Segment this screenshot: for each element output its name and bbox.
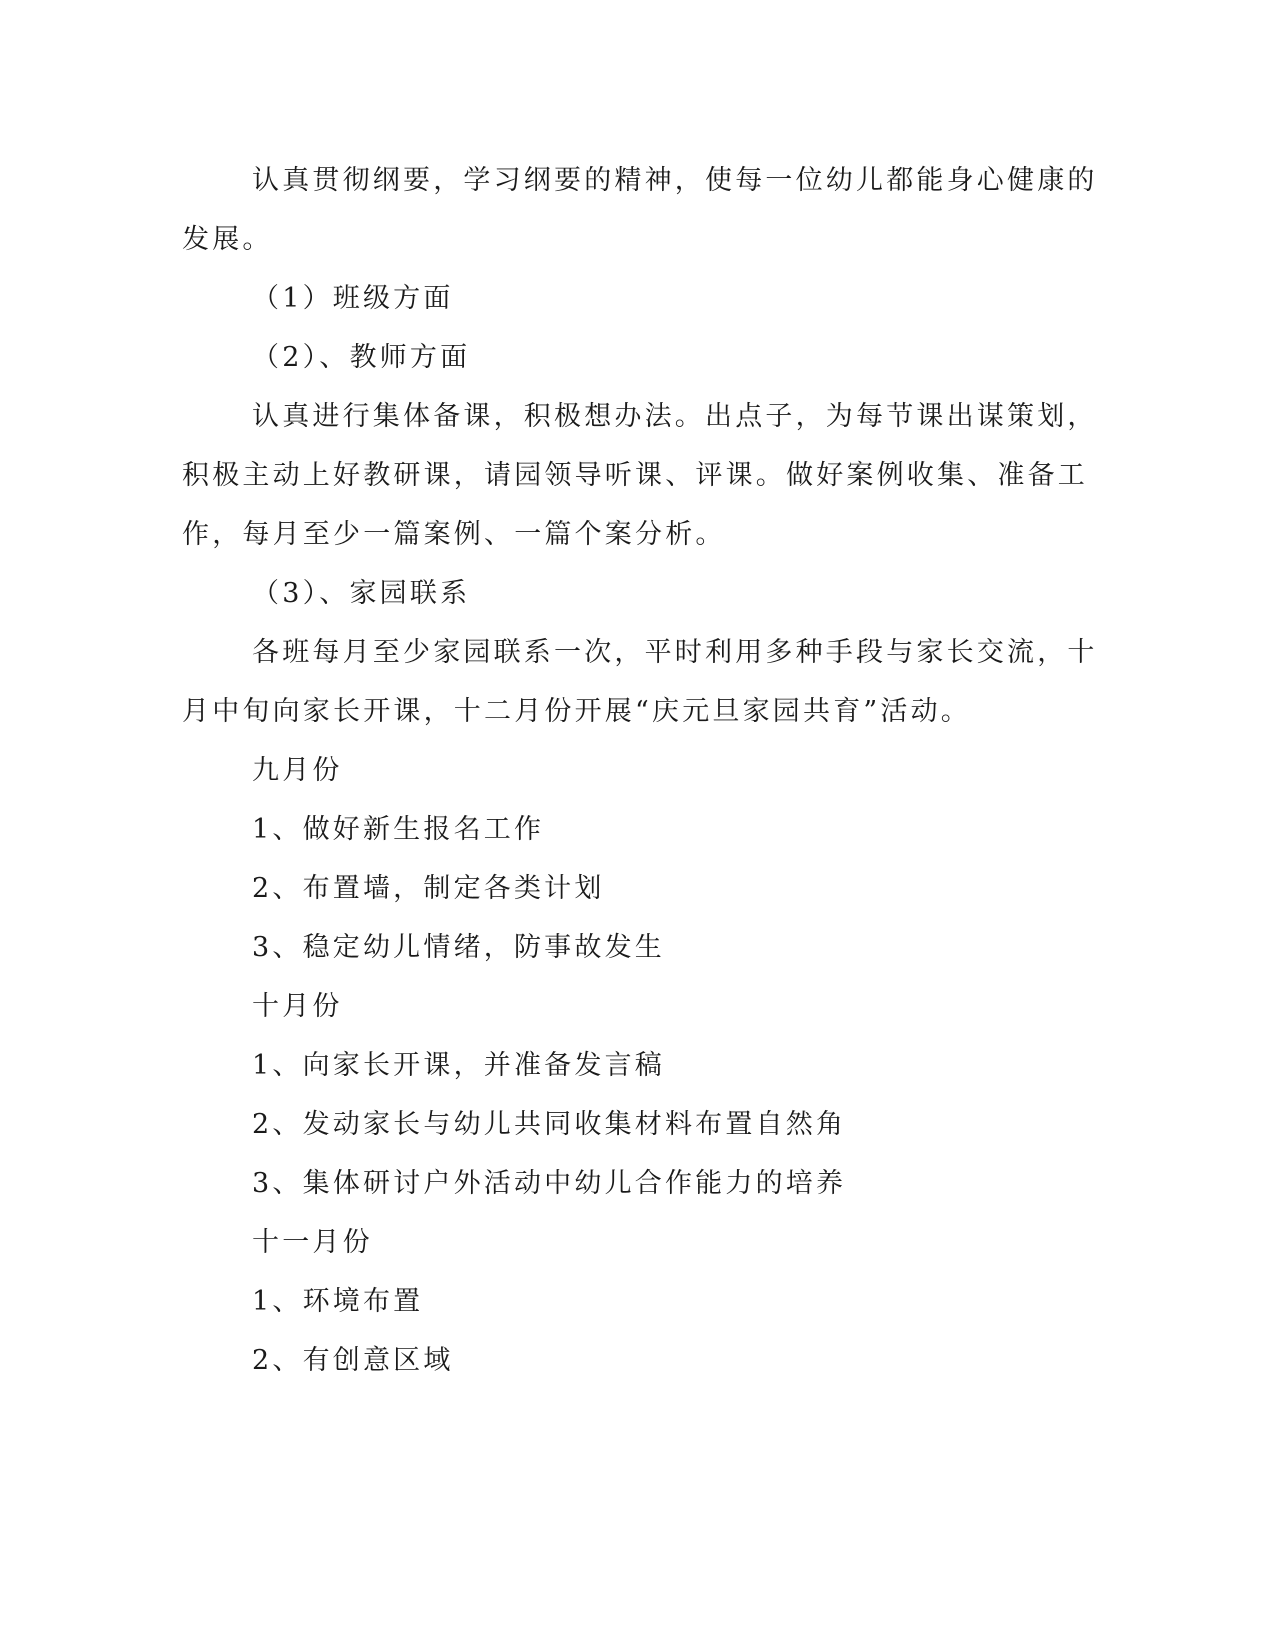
heading-october: 十月份 xyxy=(252,991,343,1022)
heading-home-school: （3）、家园联系 xyxy=(252,578,471,609)
list-item-october-2: 2、发动家长与幼儿共同收集材料布置自然角 xyxy=(252,1109,847,1140)
heading-teacher-aspect: （2）、教师方面 xyxy=(252,342,471,373)
paragraph-teacher-line-2: 积极主动上好教研课，请园领导听课、评课。做好案例收集、准备工 xyxy=(182,460,1088,491)
paragraph-home-school-line-1: 各班每月至少家园联系一次，平时利用多种手段与家长交流，十 xyxy=(252,637,1098,668)
heading-september: 九月份 xyxy=(252,755,343,786)
paragraph-intro-line-2: 发展。 xyxy=(182,224,273,255)
list-item-october-3: 3、集体研讨户外活动中幼儿合作能力的培养 xyxy=(252,1168,847,1199)
paragraph-teacher-line-1: 认真进行集体备课，积极想办法。出点子，为每节课出谋策划， xyxy=(252,401,1098,432)
paragraph-home-school-line-2: 月中旬向家长开课，十二月份开展“庆元旦家园共育”活动。 xyxy=(182,696,972,727)
list-item-september-1: 1、做好新生报名工作 xyxy=(252,814,545,845)
list-item-november-2: 2、有创意区域 xyxy=(252,1345,454,1376)
list-item-october-1: 1、向家长开课，并准备发言稿 xyxy=(252,1050,665,1081)
list-item-september-3: 3、稳定幼儿情绪，防事故发生 xyxy=(252,932,665,963)
paragraph-teacher-line-3: 作，每月至少一篇案例、一篇个案分析。 xyxy=(182,519,726,550)
paragraph-intro-line-1: 认真贯彻纲要，学习纲要的精神，使每一位幼儿都能身心健康的 xyxy=(252,165,1098,196)
heading-class-aspect: （1）班级方面 xyxy=(252,283,454,314)
list-item-november-1: 1、环境布置 xyxy=(252,1286,424,1317)
heading-november: 十一月份 xyxy=(252,1227,373,1258)
list-item-september-2: 2、布置墙，制定各类计划 xyxy=(252,873,605,904)
